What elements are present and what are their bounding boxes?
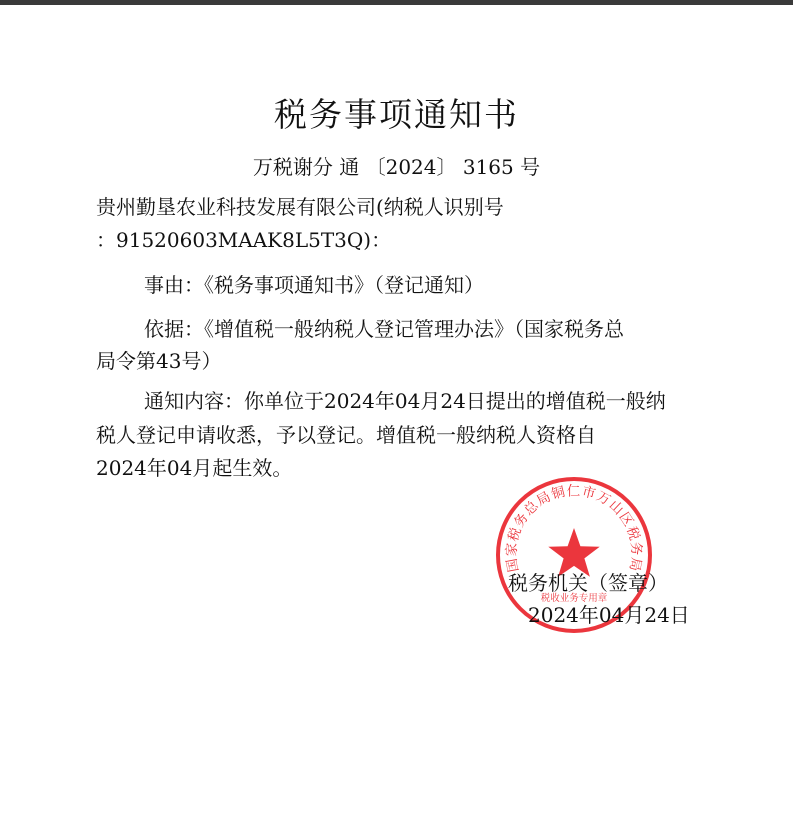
document-page	[0, 5, 793, 817]
content-line-3: 2024年04月起生效。	[96, 456, 293, 480]
seal-ring-text: 国家税务总局铜仁市万山区税务局	[503, 483, 645, 574]
addressee-line-1: 贵州勤垦农业科技发展有限公司(纳税人识别号	[96, 195, 504, 219]
addressee-line-2: ：91520603MAAK8L5T3Q)：	[96, 228, 392, 252]
document-title: 税务事项通知书	[274, 95, 519, 134]
basis-line-1: 依据：《增值税一般纳税人登记管理办法》（国家税务总	[144, 317, 624, 341]
subject-line: 事由：《税务事项通知书》（登记通知）	[144, 273, 484, 297]
document-date: 2024年04月24日	[528, 603, 690, 627]
seal-center-text: 税收业务专用章	[540, 593, 608, 604]
basis-line-2: 局令第43号）	[96, 349, 222, 373]
signature-line: 税务机关（签章）	[508, 571, 668, 595]
document-number: 万税谢分 通 〔2024〕 3165 号	[252, 155, 541, 179]
content-line-2: 税人登记申请收悉，予以登记。增值税一般纳税人资格自	[96, 423, 596, 447]
content-line-1: 通知内容：你单位于2024年04月24日提出的增值税一般纳	[144, 389, 666, 413]
